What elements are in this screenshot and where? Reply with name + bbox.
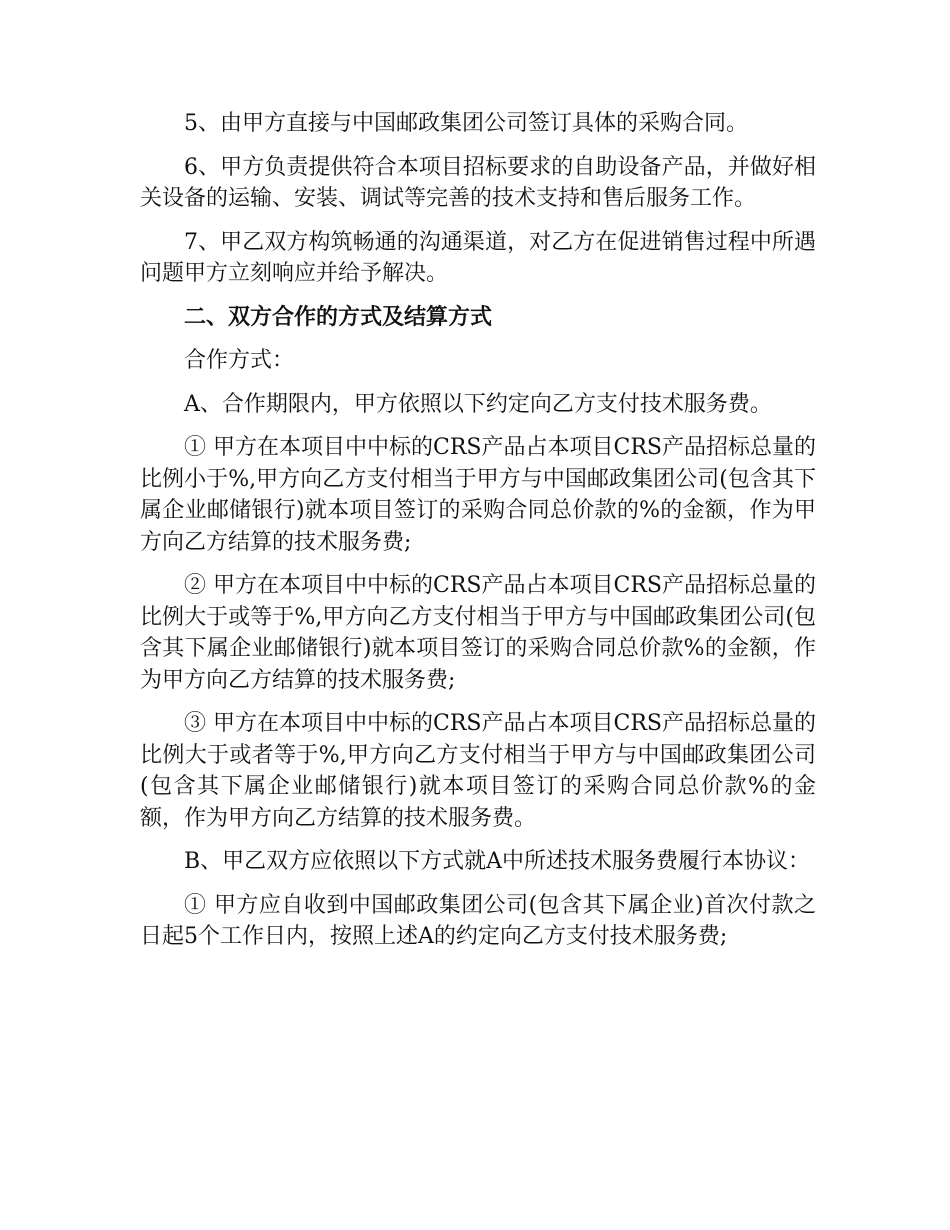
document-page (140, 108, 816, 965)
clause-5: 5、由甲方直接与中国邮政集团公司签订具体的采购合同。 (184, 111, 748, 136)
clause-b: B、甲乙双方应依照以下方式就A中所述技术服务费履行本协议： (184, 849, 811, 874)
cooperation-method-label: 合作方式： (184, 348, 295, 373)
clause-b-item-1: ① 甲方应自收到中国邮政集团公司(包含其下属企业)首次付款之日起5个工作日内，按照上述A的约定向乙方支付技术服务费; (140, 892, 816, 949)
clause-a-item-1: ① 甲方在本项目中中标的CRS产品占本项目CRS产品招标总量的比例小于%,甲方向乙方支付相当于甲方与中国邮政集团公司(包含其下属企业邮储银行)就本项目签订的采购合同总价款的%的金额，作为甲方向乙方结算的技术服务费; (140, 435, 816, 555)
section-heading: 二、双方合作的方式及结算方式 (184, 303, 493, 330)
clause-a-item-3: ③ 甲方在本项目中中标的CRS产品占本项目CRS产品招标总量的比例大于或者等于%,甲方向乙方支付相当于甲方与中国邮政集团公司(包含其下属企业邮储银行)就本项目签订的采购合同总价款%的金额，作为甲方向乙方结算的技术服务费。 (140, 711, 816, 831)
clause-a-item-2: ② 甲方在本项目中中标的CRS产品占本项目CRS产品招标总量的比例大于或等于%,甲方向乙方支付相当于甲方与中国邮政集团公司(包含其下属企业邮储银行)就本项目签订的采购合同总价款%的金额，作为甲方向乙方结算的技术服务费; (140, 573, 816, 693)
clause-a: A、合作期限内，甲方依照以下约定向乙方支付技术服务费。 (184, 391, 772, 417)
clause-6: 6、甲方负责提供符合本项目招标要求的自助设备产品，并做好相关设备的运输、安装、调试等完善的技术支持和售后服务工作。 (140, 154, 816, 211)
clause-7: 7、甲乙双方构筑畅通的沟通渠道，对乙方在促进销售过程中所遇问题甲方立刻响应并给予解决。 (140, 229, 816, 286)
